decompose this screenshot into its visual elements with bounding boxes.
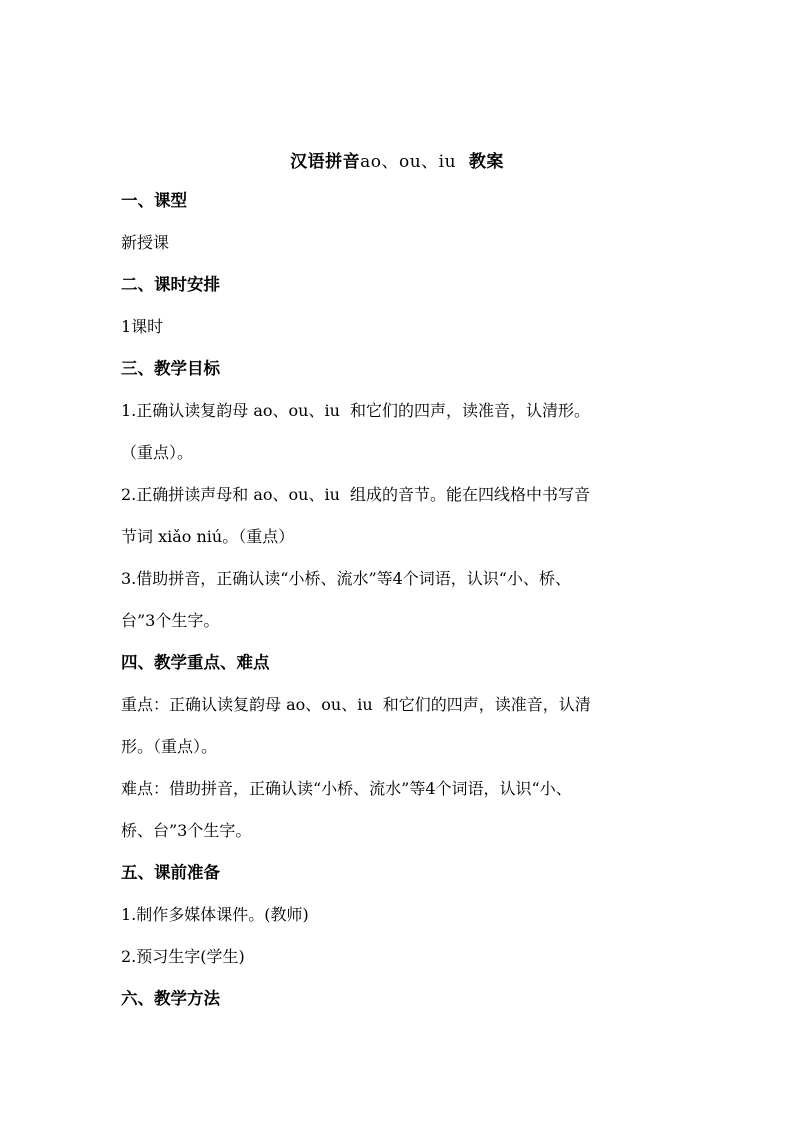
paragraph-line: 2.正确拼读声母和 ao、ou、iu 组成的音节。能在四线格中书写音: [121, 485, 591, 504]
paragraph-line: 桥、台”3个生字。: [121, 821, 252, 840]
section-heading-methods: 六、教学方法: [121, 989, 220, 1008]
section-heading-lesson-type: 一、课型: [121, 191, 187, 210]
paragraph-line: 台”3个生字。: [121, 611, 220, 630]
paragraph-line: 新授课: [121, 233, 170, 252]
title-latin: ao、ou、iu: [360, 152, 457, 172]
paragraph-line: 形。（重点）。: [121, 737, 218, 756]
paragraph-line: 3.借助拼音，正确认读“小桥、流水”等4个词语，认识“小、桥、: [121, 569, 571, 588]
paragraph-line: 重点：正确认读复韵母 ao、ou、iu 和它们的四声，读准音，认清: [121, 695, 591, 714]
paragraph-line: 1课时: [121, 317, 164, 336]
section-heading-objectives: 三、教学目标: [121, 359, 220, 378]
paragraph-line: 2.预习生字(学生): [121, 947, 245, 966]
document-title: [0, 147, 794, 172]
paragraph-line: 1.正确认读复韵母 ao、ou、iu 和它们的四声，读准音，认清形。: [121, 401, 591, 420]
paragraph-line: 1.制作多媒体课件。(教师): [121, 905, 309, 924]
paragraph-line: 难点：借助拼音，正确认读“小桥、流水”等4个词语，认识“小、: [121, 779, 572, 798]
paragraph-line: （重点）。: [121, 443, 194, 462]
section-heading-key-points: 四、教学重点、难点: [121, 653, 270, 672]
section-heading-preparation: 五、课前准备: [121, 863, 220, 882]
document-body: [121, 188, 681, 1028]
title-suffix: 教案: [456, 152, 504, 172]
paragraph-line: 节词 xiǎo niú。（重点）: [121, 527, 295, 546]
section-heading-schedule: 二、课时安排: [121, 275, 220, 294]
title-chinese: 汉语拼音: [290, 152, 361, 172]
